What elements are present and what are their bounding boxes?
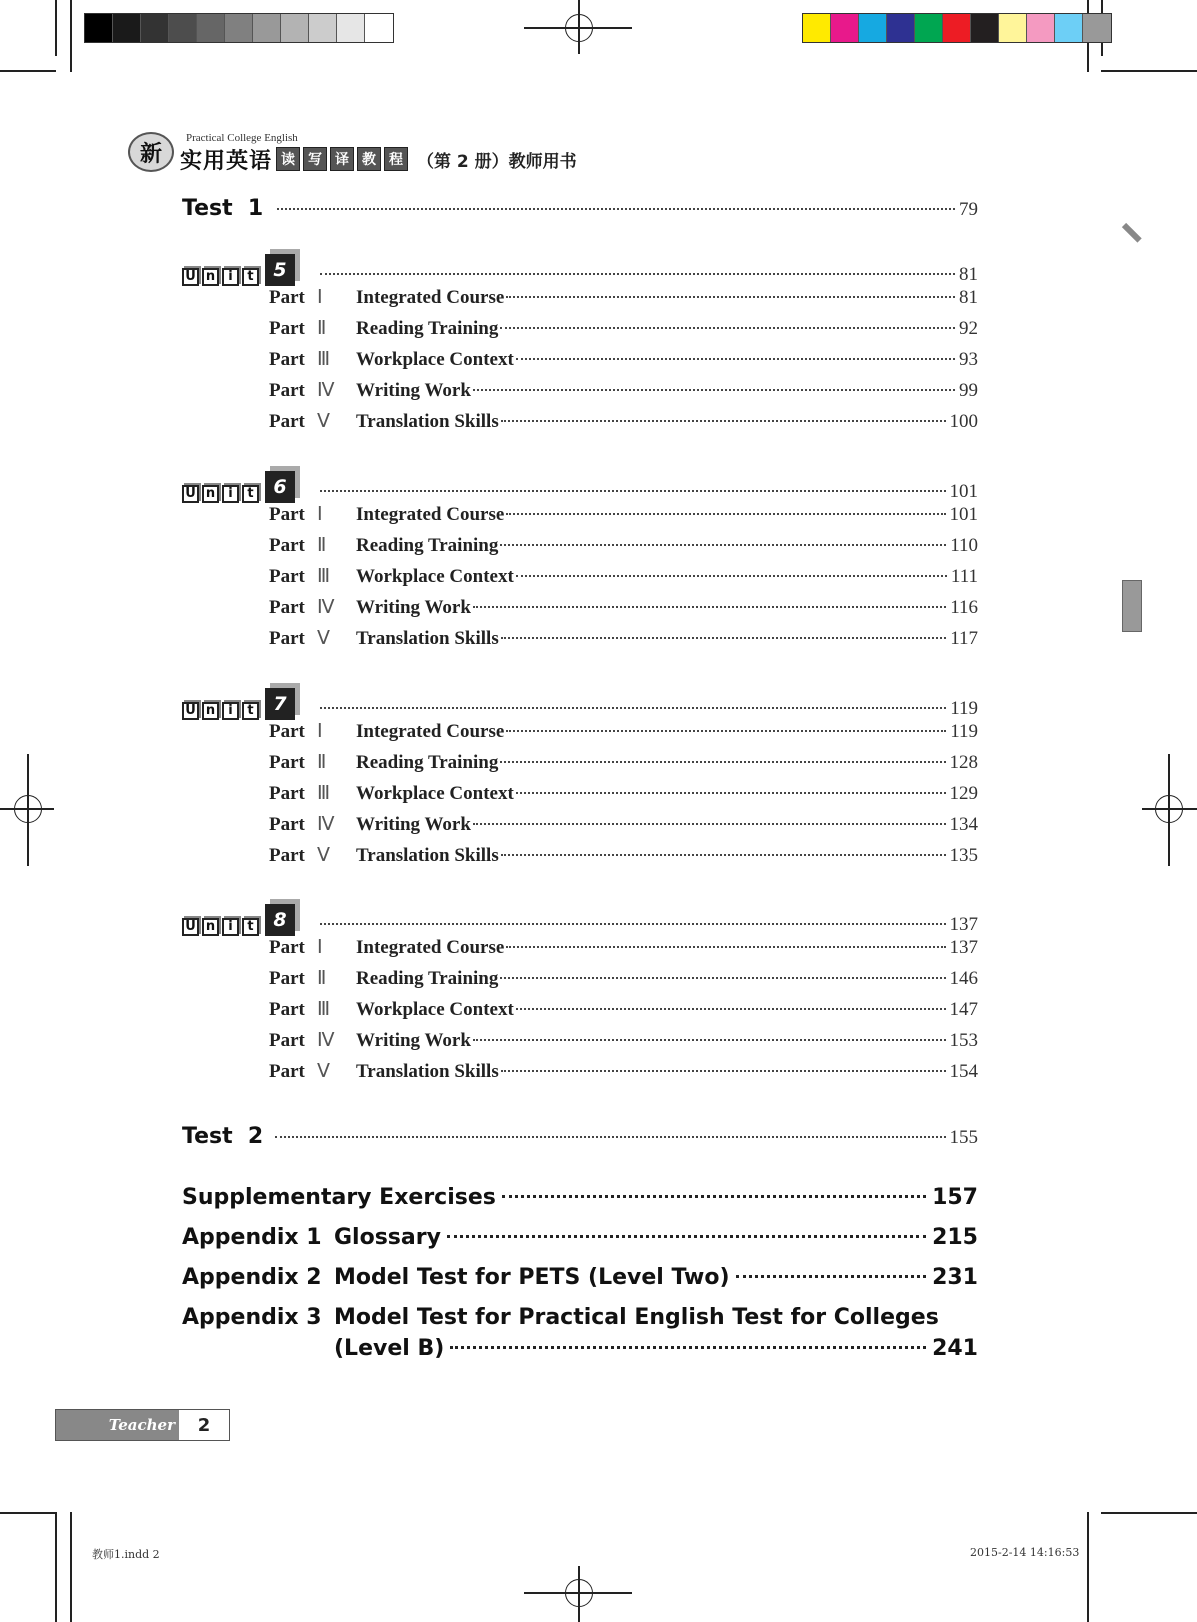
unit-letter: U bbox=[182, 702, 199, 720]
unit-number: 5 bbox=[265, 254, 295, 286]
page-number: 134 bbox=[949, 814, 978, 835]
part-label: Part bbox=[269, 783, 305, 804]
part-numeral: Ⅴ bbox=[317, 845, 330, 866]
color-swatch bbox=[365, 14, 393, 42]
dot-leader bbox=[502, 1195, 926, 1198]
book-header bbox=[128, 128, 577, 176]
toc-label: Supplementary Exercises bbox=[182, 1185, 496, 1210]
dot-leader bbox=[506, 730, 946, 732]
part-label: Part bbox=[269, 628, 305, 649]
color-swatch bbox=[141, 14, 169, 42]
dot-leader bbox=[473, 1039, 946, 1041]
page-number: 137 bbox=[949, 937, 978, 958]
part-label: Part bbox=[269, 721, 305, 742]
part-title: Writing Work bbox=[356, 380, 471, 401]
title-box: 程 bbox=[384, 147, 408, 171]
page-number: 81 bbox=[959, 287, 978, 308]
dot-leader bbox=[473, 823, 946, 825]
part-numeral: Ⅲ bbox=[317, 999, 331, 1020]
dot-leader bbox=[501, 637, 946, 639]
page-number: 153 bbox=[949, 1030, 978, 1051]
part-label: Part bbox=[269, 968, 305, 989]
page-number: 99 bbox=[959, 380, 978, 401]
dot-leader bbox=[277, 208, 955, 210]
dot-leader bbox=[473, 389, 955, 391]
toc-part-row[interactable] bbox=[269, 782, 978, 805]
unit-leader bbox=[320, 914, 978, 936]
part-title: Writing Work bbox=[356, 1030, 471, 1051]
part-title: Reading Training bbox=[356, 318, 499, 339]
toc-part-row[interactable] bbox=[269, 379, 978, 402]
dot-leader bbox=[320, 490, 946, 492]
part-label: Part bbox=[269, 814, 305, 835]
dot-leader bbox=[473, 606, 946, 608]
part-title: Writing Work bbox=[356, 597, 471, 618]
toc-part-row[interactable] bbox=[269, 317, 978, 340]
part-title: Integrated Course bbox=[356, 937, 505, 958]
toc-unit-heading[interactable] bbox=[182, 465, 978, 505]
page-number: 157 bbox=[932, 1185, 978, 1210]
color-swatch bbox=[803, 14, 831, 42]
unit-number: 6 bbox=[265, 471, 295, 503]
page-number: 146 bbox=[949, 968, 978, 989]
footer-page-tab bbox=[55, 1409, 230, 1441]
unit-letter: U bbox=[182, 918, 199, 936]
page-number: 147 bbox=[949, 999, 978, 1020]
unit-letter: i bbox=[222, 268, 239, 286]
unit-badge bbox=[182, 904, 295, 936]
color-swatch bbox=[1083, 14, 1111, 42]
toc-part-row[interactable] bbox=[269, 751, 978, 774]
part-title: Workplace Context bbox=[356, 999, 514, 1020]
unit-letter: n bbox=[202, 485, 219, 503]
page-number: 137 bbox=[949, 914, 978, 935]
edge-thumb-tab bbox=[1122, 580, 1142, 632]
page-number: 100 bbox=[949, 411, 978, 432]
part-numeral: Ⅴ bbox=[317, 1061, 330, 1082]
color-swatch bbox=[999, 14, 1027, 42]
part-numeral: Ⅱ bbox=[317, 318, 327, 339]
dot-leader bbox=[516, 358, 955, 360]
toc-part-row[interactable] bbox=[269, 1029, 978, 1052]
unit-number: 8 bbox=[265, 904, 295, 936]
page-number: 117 bbox=[950, 628, 978, 649]
appendix-label: Appendix 1 bbox=[182, 1225, 322, 1250]
part-label: Part bbox=[269, 287, 305, 308]
part-title: Translation Skills bbox=[356, 845, 499, 866]
page-number: 135 bbox=[949, 845, 978, 866]
chinese-title: 实用英语 bbox=[180, 147, 273, 174]
color-swatch bbox=[859, 14, 887, 42]
unit-letter: i bbox=[222, 485, 239, 503]
teacher-label: Teacher bbox=[56, 1410, 179, 1440]
part-title: Workplace Context bbox=[356, 566, 514, 587]
color-swatch bbox=[915, 14, 943, 42]
unit-leader bbox=[320, 698, 978, 720]
color-swatch bbox=[85, 14, 113, 42]
page-number: 79 bbox=[959, 199, 978, 220]
part-title: Translation Skills bbox=[356, 628, 499, 649]
unit-letter: t bbox=[242, 702, 259, 720]
color-swatch bbox=[281, 14, 309, 42]
page-number: 155 bbox=[949, 1127, 978, 1148]
page-number: 119 bbox=[950, 698, 978, 719]
dot-leader bbox=[506, 296, 955, 298]
toc-part-row[interactable] bbox=[269, 1060, 978, 1083]
color-swatch bbox=[1027, 14, 1055, 42]
dot-leader bbox=[450, 1346, 926, 1349]
unit-letter: U bbox=[182, 268, 199, 286]
part-label: Part bbox=[269, 1061, 305, 1082]
appendix-title-continued: (Level B) bbox=[334, 1336, 445, 1361]
part-title: Reading Training bbox=[356, 535, 499, 556]
color-swatch bbox=[831, 14, 859, 42]
part-numeral: Ⅲ bbox=[317, 783, 331, 804]
toc-test-1[interactable] bbox=[182, 196, 978, 221]
toc-appendix-1[interactable] bbox=[182, 1225, 978, 1250]
part-numeral: Ⅱ bbox=[317, 535, 327, 556]
page-number: 111 bbox=[950, 566, 978, 587]
toc-appendix-2[interactable] bbox=[182, 1265, 978, 1290]
book-logo: 新 bbox=[128, 132, 174, 172]
toc-part-row[interactable] bbox=[269, 596, 978, 619]
title-boxes bbox=[276, 147, 411, 171]
part-label: Part bbox=[269, 752, 305, 773]
dot-leader bbox=[736, 1275, 927, 1278]
part-label: Part bbox=[269, 318, 305, 339]
part-label: Part bbox=[269, 1030, 305, 1051]
unit-letter: n bbox=[202, 702, 219, 720]
toc-supplementary[interactable] bbox=[182, 1185, 978, 1210]
color-swatch bbox=[1055, 14, 1083, 42]
title-box: 写 bbox=[303, 147, 327, 171]
page-number: 110 bbox=[950, 535, 978, 556]
page-number: 154 bbox=[949, 1061, 978, 1082]
part-title: Reading Training bbox=[356, 968, 499, 989]
unit-badge bbox=[182, 471, 295, 503]
part-numeral: Ⅲ bbox=[317, 349, 331, 370]
dot-leader bbox=[500, 327, 955, 329]
unit-letter: U bbox=[182, 485, 199, 503]
page-number: 2 bbox=[197, 1414, 211, 1436]
title-box: 读 bbox=[276, 147, 300, 171]
appendix-title: Model Test for PETS (Level Two) bbox=[334, 1265, 730, 1290]
part-label: Part bbox=[269, 349, 305, 370]
part-label: Part bbox=[269, 535, 305, 556]
part-numeral: Ⅰ bbox=[317, 287, 323, 308]
part-title: Writing Work bbox=[356, 814, 471, 835]
part-label: Part bbox=[269, 597, 305, 618]
title-box: 教 bbox=[357, 147, 381, 171]
color-swatch bbox=[197, 14, 225, 42]
toc-unit-heading[interactable] bbox=[182, 898, 978, 938]
toc-part-row[interactable] bbox=[269, 967, 978, 990]
page-number: 128 bbox=[949, 752, 978, 773]
dot-leader bbox=[275, 1136, 945, 1138]
unit-letter: t bbox=[242, 485, 259, 503]
part-label: Part bbox=[269, 411, 305, 432]
color-swatch bbox=[225, 14, 253, 42]
toc-appendix-3[interactable] bbox=[182, 1305, 978, 1330]
part-title: Integrated Course bbox=[356, 504, 505, 525]
part-numeral: Ⅱ bbox=[317, 752, 327, 773]
toc-part-row[interactable] bbox=[269, 286, 978, 309]
part-numeral: Ⅴ bbox=[317, 628, 330, 649]
toc-part-row[interactable] bbox=[269, 534, 978, 557]
unit-leader bbox=[320, 481, 978, 503]
part-label: Part bbox=[269, 999, 305, 1020]
unit-badge bbox=[182, 254, 295, 286]
toc-part-row[interactable] bbox=[269, 348, 978, 371]
part-numeral: Ⅰ bbox=[317, 937, 323, 958]
color-swatch bbox=[113, 14, 141, 42]
part-numeral: Ⅳ bbox=[317, 1030, 335, 1051]
dot-leader bbox=[506, 946, 945, 948]
dot-leader bbox=[501, 420, 946, 422]
part-numeral: Ⅳ bbox=[317, 380, 335, 401]
part-title: Translation Skills bbox=[356, 1061, 499, 1082]
dot-leader bbox=[516, 792, 946, 794]
part-numeral: Ⅲ bbox=[317, 566, 331, 587]
part-label: Part bbox=[269, 380, 305, 401]
unit-letter: i bbox=[222, 918, 239, 936]
part-title: Integrated Course bbox=[356, 721, 505, 742]
part-numeral: Ⅴ bbox=[317, 411, 330, 432]
toc-part-row[interactable] bbox=[269, 844, 978, 867]
toc-part-row[interactable] bbox=[269, 813, 978, 836]
toc-part-row[interactable] bbox=[269, 565, 978, 588]
unit-badge bbox=[182, 688, 295, 720]
part-label: Part bbox=[269, 504, 305, 525]
page-number: 116 bbox=[950, 597, 978, 618]
english-series-title: Practical College English bbox=[186, 132, 298, 144]
color-swatch bbox=[253, 14, 281, 42]
toc-part-row[interactable] bbox=[269, 503, 978, 526]
page-number: 215 bbox=[932, 1225, 978, 1250]
unit-letter: i bbox=[222, 702, 239, 720]
page-number: 92 bbox=[959, 318, 978, 339]
part-numeral: Ⅰ bbox=[317, 721, 323, 742]
dot-leader bbox=[320, 273, 955, 275]
part-label: Part bbox=[269, 845, 305, 866]
toc-label: Test 1 bbox=[182, 196, 264, 221]
dot-leader bbox=[500, 977, 945, 979]
page-number: 81 bbox=[959, 264, 978, 285]
dot-leader bbox=[516, 1008, 946, 1010]
dot-leader bbox=[320, 707, 946, 709]
color-swatch bbox=[887, 14, 915, 42]
page-number: 129 bbox=[949, 783, 978, 804]
toc-unit-heading[interactable] bbox=[182, 248, 978, 288]
appendix-label: Appendix 3 bbox=[182, 1305, 322, 1330]
page-number: 241 bbox=[932, 1336, 978, 1361]
toc-unit-heading[interactable] bbox=[182, 682, 978, 722]
page-number: 101 bbox=[949, 504, 978, 525]
page-number: 231 bbox=[932, 1265, 978, 1290]
toc-test-2[interactable] bbox=[182, 1124, 978, 1149]
unit-letter: t bbox=[242, 918, 259, 936]
appendix-label: Appendix 2 bbox=[182, 1265, 322, 1290]
title-box: 译 bbox=[330, 147, 354, 171]
grayscale-color-bar bbox=[84, 13, 394, 43]
page-number: 101 bbox=[949, 481, 978, 502]
part-numeral: Ⅳ bbox=[317, 814, 335, 835]
volume-subtitle: （第 2 册）教师用书 bbox=[417, 151, 577, 172]
toc-label: Test 2 bbox=[182, 1124, 264, 1149]
part-title: Workplace Context bbox=[356, 783, 514, 804]
toc-part-row[interactable] bbox=[269, 720, 978, 743]
part-title: Integrated Course bbox=[356, 287, 505, 308]
color-swatch bbox=[943, 14, 971, 42]
unit-leader bbox=[320, 264, 978, 286]
unit-letter: n bbox=[202, 268, 219, 286]
part-numeral: Ⅰ bbox=[317, 504, 323, 525]
unit-letter: n bbox=[202, 918, 219, 936]
dot-leader bbox=[500, 544, 946, 546]
toc-appendix-3-continued[interactable] bbox=[182, 1336, 978, 1361]
process-color-bar bbox=[802, 13, 1112, 43]
appendix-title: Model Test for Practical English Test for Colleges bbox=[334, 1305, 939, 1330]
appendix-title: Glossary bbox=[334, 1225, 441, 1250]
part-numeral: Ⅳ bbox=[317, 597, 335, 618]
part-title: Translation Skills bbox=[356, 411, 499, 432]
part-label: Part bbox=[269, 937, 305, 958]
unit-number: 7 bbox=[265, 688, 295, 720]
dot-leader bbox=[506, 513, 945, 515]
dot-leader bbox=[516, 575, 947, 577]
color-swatch bbox=[309, 14, 337, 42]
dot-leader bbox=[501, 854, 946, 856]
dot-leader bbox=[320, 923, 946, 925]
dot-leader bbox=[501, 1070, 946, 1072]
corner-fold-mark bbox=[1122, 223, 1142, 243]
dot-leader bbox=[500, 761, 945, 763]
part-numeral: Ⅱ bbox=[317, 968, 327, 989]
toc-part-row[interactable] bbox=[269, 627, 978, 650]
unit-letter: t bbox=[242, 268, 259, 286]
color-swatch bbox=[971, 14, 999, 42]
part-title: Reading Training bbox=[356, 752, 499, 773]
toc-part-row[interactable] bbox=[269, 410, 978, 433]
color-swatch bbox=[337, 14, 365, 42]
part-title: Workplace Context bbox=[356, 349, 514, 370]
page-number: 93 bbox=[959, 349, 978, 370]
dot-leader bbox=[447, 1235, 926, 1238]
toc-part-row[interactable] bbox=[269, 936, 978, 959]
part-label: Part bbox=[269, 566, 305, 587]
slug-timestamp: 2015-2-14 14:16:53 bbox=[970, 1546, 1080, 1559]
color-swatch bbox=[169, 14, 197, 42]
slug-filename: 教师1.indd 2 bbox=[92, 1548, 160, 1561]
page-number: 119 bbox=[950, 721, 978, 742]
toc-part-row[interactable] bbox=[269, 998, 978, 1021]
